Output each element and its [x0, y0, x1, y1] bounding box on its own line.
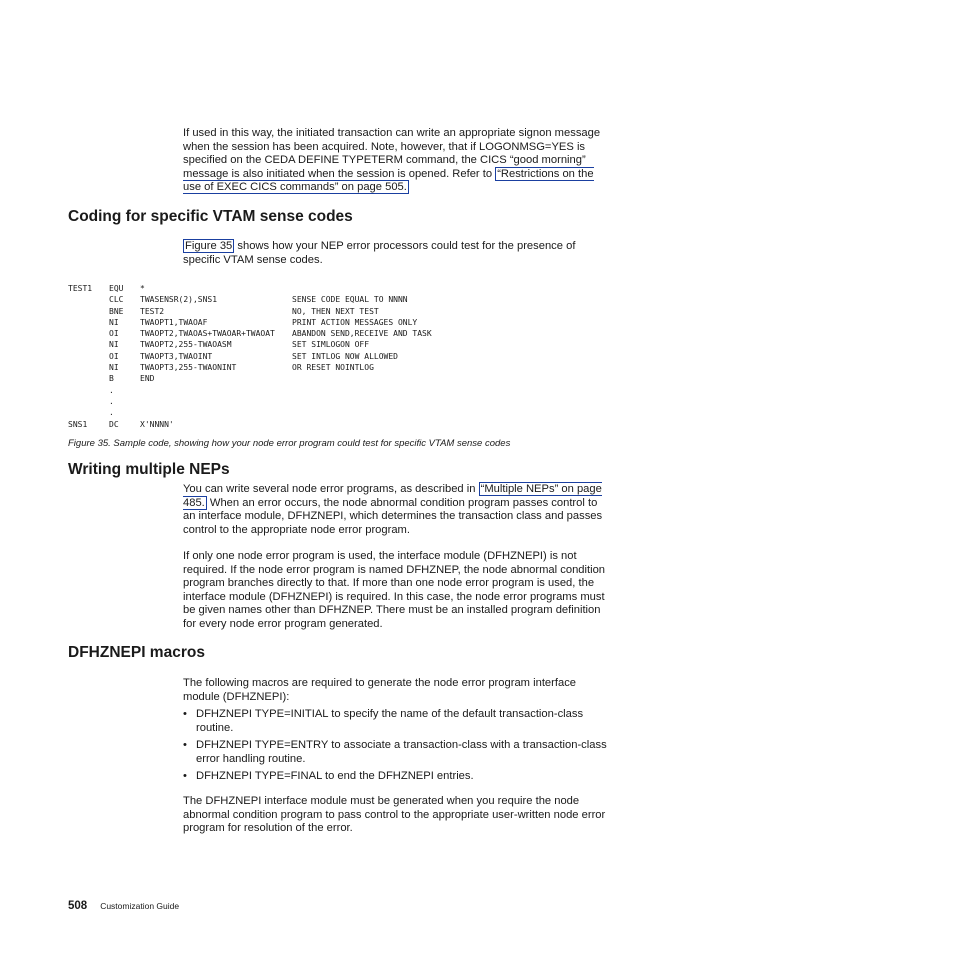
vtam-text: shows how your NEP error processors could test for the presence of specific VTAM sense codes. — [183, 240, 576, 266]
code-operand: TEST2 — [140, 306, 165, 316]
code-line — [68, 385, 432, 396]
code-opcode: . — [109, 385, 114, 395]
code-opcode: NI — [109, 317, 119, 327]
code-label — [68, 362, 109, 373]
code-label — [68, 351, 109, 362]
section-heading-vtam: Coding for specific VTAM sense codes — [68, 208, 353, 225]
code-operand: TWAOPT3,TWAOINT — [140, 351, 213, 361]
code-label — [68, 396, 109, 407]
code-label — [68, 373, 109, 384]
code-operand: END — [140, 374, 155, 384]
figure-caption: Figure 35. Sample code, showing how your node error program could test for specific VTAM sense codes — [68, 438, 511, 449]
code-opcode: NI — [109, 363, 119, 373]
code-operand: X'NNNN' — [140, 419, 174, 429]
code-line — [68, 419, 432, 430]
code-comment: SET SIMLOGON OFF — [292, 340, 370, 350]
code-opcode: CLC — [109, 295, 124, 305]
page-footer — [68, 900, 179, 912]
list-item: • DFHZNEPI TYPE=FINAL to end the DFHZNEPI entries. — [183, 770, 474, 783]
macros-closing-paragraph: The DFHZNEPI interface module must be generated when you require the node abnormal condition program to pass control to the appropriate user-written node error program for resolution of the error. — [183, 795, 606, 835]
code-opcode: OI — [109, 329, 119, 339]
section-heading-multiple-neps: Writing multiple NEPs — [68, 461, 230, 478]
code-operand: TWAOPT2,TWAOAS+TWAOAR+TWAOAT — [140, 329, 275, 339]
code-operand — [140, 407, 292, 418]
list-item: • DFHZNEPI TYPE=INITIAL to specify the name of the default transaction-class routine. — [183, 708, 584, 734]
code-comment: ABANDON SEND,RECEIVE AND TASK — [292, 329, 432, 339]
code-label — [68, 294, 109, 305]
intro-text: If used in this way, the initiated transaction can write an appropriate signon message when the session has been acquired. Note, however, that if LOGONMSG=YES is specified on the CEDA DEFINE TYPETERM command, the CICS “good morning” message is also initiated when the session is opened. Refer to — [183, 127, 601, 180]
code-label — [68, 306, 109, 317]
multiple-neps-text-before: You can write several node error programs, as described in — [183, 483, 479, 495]
macros-list — [183, 708, 608, 788]
vtam-paragraph — [183, 240, 608, 267]
page-number: 508 — [68, 900, 88, 912]
code-label — [68, 385, 109, 396]
multiple-neps-paragraph-1 — [183, 483, 608, 537]
guide-title: Customization Guide — [100, 901, 180, 911]
code-line — [68, 328, 432, 339]
code-opcode: . — [109, 408, 114, 418]
code-line — [68, 407, 432, 418]
multiple-neps-paragraph-2: If only one node error program is used, the interface module (DFHZNEPI) is not required. If the node error program is named DFHZNEP, the node abnormal condition program branches directly to that. If more than one node error program is used, the interface module (DFHZNEPI) is required. In this case, the node error programs must be given names other than DFHZNEP. There must be an installed program definition for every node error program generated. — [183, 550, 606, 630]
bullet-icon: • — [183, 708, 187, 720]
code-line — [68, 339, 432, 350]
code-label: TEST1 — [68, 284, 93, 293]
code-label: SNS1 — [68, 419, 88, 429]
code-line — [68, 283, 432, 294]
code-operand: TWAOPT2,255-TWAOASM — [140, 340, 232, 350]
list-item: • DFHZNEPI TYPE=ENTRY to associate a transaction-class with a transaction-class error handling routine. — [183, 739, 607, 765]
code-label — [68, 317, 109, 328]
section-heading-dfhznepi-macros: DFHZNEPI macros — [68, 644, 205, 661]
code-operand — [140, 385, 292, 396]
code-opcode: OI — [109, 351, 119, 361]
code-operand: TWAOPT1,TWAOAF — [140, 317, 208, 327]
code-line — [68, 362, 432, 373]
code-operand — [140, 396, 292, 407]
code-opcode: . — [109, 396, 114, 406]
code-comment: OR RESET NOINTLOG — [292, 363, 374, 373]
code-label — [68, 339, 109, 350]
code-opcode: B — [109, 374, 114, 384]
code-sample — [68, 283, 432, 430]
code-line — [68, 294, 432, 305]
code-opcode: NI — [109, 340, 119, 350]
code-opcode: EQU — [109, 284, 124, 293]
code-operand: TWAOPT3,255-TWAONINT — [140, 363, 237, 373]
code-line — [68, 373, 432, 384]
code-label — [68, 328, 109, 339]
multiple-neps-link[interactable]: “Multiple NEPs” on page 485. — [183, 483, 602, 509]
code-opcode: BNE — [109, 306, 124, 316]
code-comment: PRINT ACTION MESSAGES ONLY — [292, 317, 418, 327]
code-label — [68, 407, 109, 418]
code-line — [68, 317, 432, 328]
code-line — [68, 396, 432, 407]
code-operand: * — [140, 284, 145, 293]
restrictions-link[interactable]: “Restrictions on the use of EXEC CICS commands” on page 505. — [183, 167, 594, 194]
code-comment: NO, THEN NEXT TEST — [292, 306, 379, 316]
code-operand: TWASENSR(2),SNS1 — [140, 295, 218, 305]
code-comment: SENSE CODE EQUAL TO NNNN — [292, 295, 408, 305]
code-comment: SET INTLOG NOW ALLOWED — [292, 351, 398, 361]
macros-intro-paragraph: The following macros are required to generate the node error program interface module (DFHZNEPI): — [183, 677, 577, 703]
code-line — [68, 351, 432, 362]
bullet-icon: • — [183, 770, 187, 783]
multiple-neps-text-after: When an error occurs, the node abnormal condition program passes control to an interface module, DFHZNEPI, which determines the transaction class and passes control to the appropriate node error program. — [183, 496, 603, 536]
bullet-icon: • — [183, 739, 187, 752]
code-line — [68, 306, 432, 317]
figure-35-link[interactable]: Figure 35 — [185, 240, 233, 252]
code-opcode: DC — [109, 419, 119, 429]
intro-paragraph — [183, 127, 608, 195]
